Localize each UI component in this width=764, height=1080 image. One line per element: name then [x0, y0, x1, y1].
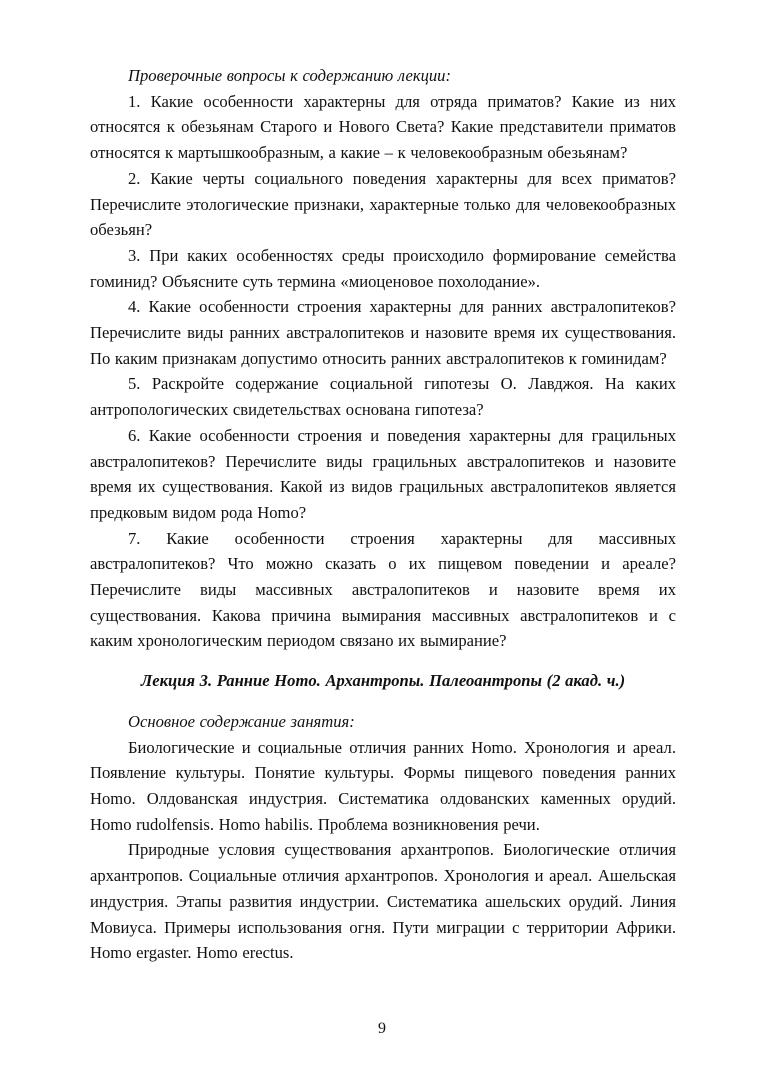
body-paragraph-2: Природные условия существования архантропов. Биологические отличия архантропов. Социальные отличия архантропов. Хронология и ареал. Ашельская индустрия. Этапы развития индустрии. Систематика ашельских орудий. Линия Мовиуса. Примеры использования огня. Пути миграции с территории Африки. Homo ergaster. Homo erectus. [90, 840, 676, 963]
question-paragraph-2: 2. Какие черты социального поведения характерны для всех приматов? Перечислите этологические признаки, характерные только для человекообразных обезьян? [90, 168, 676, 240]
question-paragraph-4: 4. Какие особенности строения характерны для ранних австралопитеков? Перечислите виды ранних австралопитеков и назовите время их существования. По каким признакам допустимо относить ранних австралопитеков к гоминидам? [90, 297, 676, 368]
review-questions-heading: Проверочные вопросы к содержанию лекции: [128, 66, 452, 85]
page-content [90, 63, 676, 966]
body-paragraph-1: Биологические и социальные отличия ранних Homo. Хронология и ареал. Появление культуры. Понятие культуры. Формы пищевого поведения ранних Homo. Олдованская индустрия. Систематика олдованских каменных орудий. Homo rudolfensis. Homo habilis. Проблема возникновения речи. [90, 737, 676, 834]
question-paragraph-7: 7. Какие особенности строения характерны для массивных австралопитеков? Что можно сказать о их пищевом поведении и ареале? Перечислите виды массивных австралопитеков и назовите время их существования. Какова причина вымирания массивных австралопитеков и с каким хронологическим периодом связано их вымирание? [90, 528, 676, 651]
question-paragraph-1: 1. Какие особенности характерны для отряда приматов? Какие из них относятся к обезьянам Старого и Нового Света? Какие представители приматов относятся к мартышкообразным, а какие – к человекообразным обезьянам? [90, 91, 676, 163]
question-paragraph-5: 5. Раскройте содержание социальной гипотезы О. Лавджоя. На каких антропологических свидетельствах основана гипотеза? [90, 374, 676, 420]
page-number: 9 [378, 1020, 386, 1037]
lecture-3-heading: Лекция 3. Ранние Homo. Архантропы. Палеоантропы (2 акад. ч.) [140, 671, 626, 691]
section-heading: Основное содержание занятия: [128, 711, 355, 731]
question-paragraph-3: 3. При каких особенностях среды происходило формирование семейства гоминид? Объясните суть термина «миоценовое похолодание». [90, 245, 676, 291]
question-paragraph-6: 6. Какие особенности строения и поведения характерны для грацильных австралопитеков? Перечислите виды грацильных австралопитеков и назовите время их существования. Какой из видов грацильных австралопитеков является предковым видом рода Homo? [90, 425, 676, 522]
